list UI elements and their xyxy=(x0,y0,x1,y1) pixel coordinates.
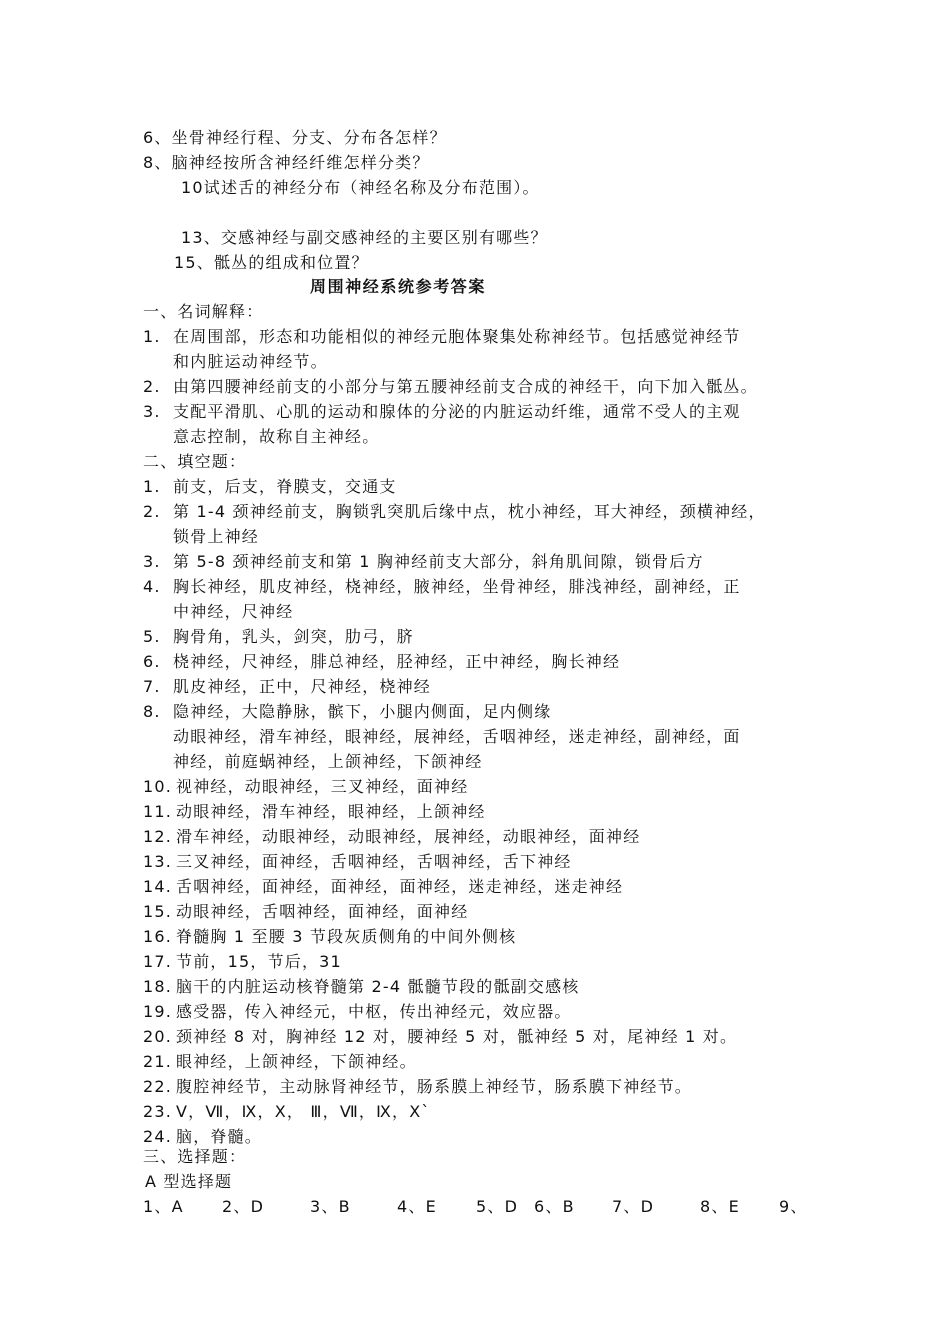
choice-answer: 2、D xyxy=(222,1197,265,1216)
question-15: 15、骶丛的组成和位置？ xyxy=(174,253,369,272)
choice-answer: 5、D xyxy=(476,1197,519,1216)
item-number: 5. xyxy=(143,627,161,646)
question-13: 13、交感神经与副交感神经的主要区别有哪些？ xyxy=(181,228,548,247)
item-number: 8. xyxy=(143,702,161,721)
list-item-text: 中神经，尺神经 xyxy=(173,602,294,621)
list-item-text: 前支，后支，脊膜支，交通支 xyxy=(173,477,397,496)
list-item-text: 视神经，动眼神经，三叉神经，面神经 xyxy=(176,777,469,796)
item-number: 6. xyxy=(143,652,161,671)
list-item-text: 滑车神经，动眼神经，动眼神经，展神经，动眼神经，面神经 xyxy=(176,827,641,846)
item-number: 23. xyxy=(143,1102,173,1121)
list-item-text: 第 5-8 颈神经前支和第 1 胸神经前支大部分，斜角肌间隙，锁骨后方 xyxy=(173,552,704,571)
list-item-text: 节前，15，节后，31 xyxy=(176,952,342,971)
item-number: 20. xyxy=(143,1027,173,1046)
item-number: 1. xyxy=(143,477,161,496)
item-number: 7. xyxy=(143,677,161,696)
item-number: 10. xyxy=(143,777,173,796)
item-number: 21. xyxy=(143,1052,173,1071)
item-number: 22. xyxy=(143,1077,173,1096)
item-number: 2. xyxy=(143,377,161,396)
list-item-text: 由第四腰神经前支的小部分与第五腰神经前支合成的神经干，向下加入骶丛。 xyxy=(173,377,758,396)
item-number: 11. xyxy=(143,802,173,821)
list-item-text: 支配平滑肌、心肌的运动和腺体的分泌的内脏运动纤维，通常不受人的主观 xyxy=(173,402,741,421)
question-8: 8、脑神经按所含神经纤维怎样分类？ xyxy=(143,153,430,172)
choice-answer: 6、B xyxy=(534,1197,575,1216)
list-item-text: 在周围部，形态和功能相似的神经元胞体聚集处称神经节。包括感觉神经节 xyxy=(173,327,741,346)
item-number: 13. xyxy=(143,852,173,871)
item-number: 3. xyxy=(143,402,161,421)
list-item-text: 动眼神经，滑车神经，眼神经，上颌神经 xyxy=(176,802,486,821)
list-item-text: 脑干的内脏运动核脊髓第 2-4 骶髓节段的骶副交感核 xyxy=(176,977,580,996)
item-number: 4. xyxy=(143,577,161,596)
question-6: 6、坐骨神经行程、分支、分布各怎样？ xyxy=(143,128,447,147)
choice-answer: 3、B xyxy=(310,1197,351,1216)
item-number: 2. xyxy=(143,502,161,521)
list-item-text: 颈神经 8 对，胸神经 12 对，腰神经 5 对，骶神经 5 对，尾神经 1 对。 xyxy=(176,1027,738,1046)
list-item-text: 眼神经，上颌神经，下颌神经。 xyxy=(176,1052,417,1071)
item-number: 12. xyxy=(143,827,173,846)
list-item-text: 神经，前庭蜗神经，上颌神经，下颌神经 xyxy=(173,752,483,771)
list-item-text: 感受器，传入神经元，中枢，传出神经元，效应器。 xyxy=(176,1002,572,1021)
item-number: 15. xyxy=(143,902,173,921)
choice-subheading: A 型选择题 xyxy=(145,1172,233,1191)
choice-answer: 4、E xyxy=(397,1197,437,1216)
list-item-text: 动眼神经，舌咽神经，面神经，面神经 xyxy=(176,902,469,921)
list-item-text: 三叉神经，面神经，舌咽神经，舌咽神经，舌下神经 xyxy=(176,852,572,871)
list-item-text: 锁骨上神经 xyxy=(173,527,260,546)
list-item-text: 腹腔神经节，主动脉肾神经节，肠系膜上神经节，肠系膜下神经节。 xyxy=(176,1077,693,1096)
list-item-text: 胸长神经，肌皮神经，桡神经，腋神经，坐骨神经，腓浅神经，副神经，正 xyxy=(173,577,741,596)
list-item-text: 动眼神经，滑车神经，眼神经，展神经，舌咽神经，迷走神经，副神经，面 xyxy=(173,727,741,746)
item-number: 14. xyxy=(143,877,173,896)
question-10: 10试述舌的神经分布（神经名称及分布范围）。 xyxy=(181,178,540,197)
item-number: 1. xyxy=(143,327,161,346)
item-number: 3. xyxy=(143,552,161,571)
section-heading-choice: 三、选择题： xyxy=(143,1147,247,1166)
list-item-text: 舌咽神经，面神经，面神经，面神经，迷走神经，迷走神经 xyxy=(176,877,624,896)
list-item-text: 意志控制，故称自主神经。 xyxy=(173,427,380,446)
item-number: 17. xyxy=(143,952,173,971)
choice-answer: 8、E xyxy=(700,1197,740,1216)
list-item-text: Ⅴ，Ⅶ，Ⅸ，Ⅹ， Ⅲ，Ⅶ，Ⅸ，Ⅹ` xyxy=(176,1102,431,1121)
list-item-text: 第 1-4 颈神经前支，胸锁乳突肌后缘中点，枕小神经，耳大神经，颈横神经， xyxy=(173,502,766,521)
section-heading-terms: 一、名词解释： xyxy=(143,302,264,321)
list-item-text: 肌皮神经，正中，尺神经，桡神经 xyxy=(173,677,432,696)
choice-answer: 1、A xyxy=(143,1197,184,1216)
list-item-text: 脑，脊髓。 xyxy=(176,1127,263,1146)
list-item-text: 隐神经，大隐静脉，髌下，小腿内侧面，足内侧缘 xyxy=(173,702,552,721)
item-number: 19. xyxy=(143,1002,173,1021)
choice-answer: 7、D xyxy=(612,1197,655,1216)
list-item-text: 桡神经，尺神经，腓总神经，胫神经，正中神经，胸长神经 xyxy=(173,652,621,671)
item-number: 18. xyxy=(143,977,173,996)
item-number: 16. xyxy=(143,927,173,946)
list-item-text: 和内脏运动神经节。 xyxy=(173,352,328,371)
item-number: 24. xyxy=(143,1127,173,1146)
list-item-text: 脊髓胸 1 至腰 3 节段灰质侧角的中间外侧核 xyxy=(176,927,517,946)
choice-answer: 9、 xyxy=(779,1197,808,1216)
list-item-text: 胸骨角，乳头，剑突，肋弓，脐 xyxy=(173,627,414,646)
section-heading-fill: 二、填空题： xyxy=(143,452,247,471)
answer-title: 周围神经系统参考答案 xyxy=(310,277,487,296)
